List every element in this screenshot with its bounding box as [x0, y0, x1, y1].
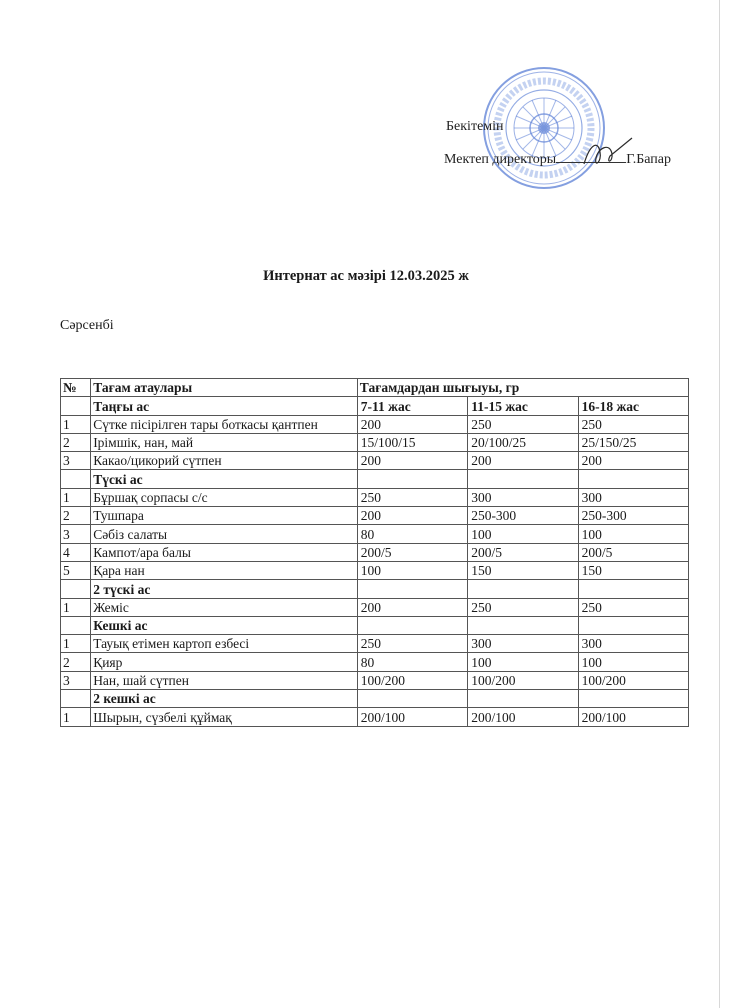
row-value-16-18	[578, 690, 688, 708]
menu-table	[60, 378, 689, 727]
header-dish-name: Тағам атаулары	[91, 379, 358, 397]
row-number	[61, 470, 91, 488]
table-header-row	[61, 379, 689, 397]
row-number: 2	[61, 507, 91, 525]
table-subheader-row	[61, 397, 689, 415]
row-number: 5	[61, 561, 91, 579]
row-dish-name: Қара нан	[91, 561, 358, 579]
row-number: 4	[61, 543, 91, 561]
table-row	[61, 616, 689, 634]
table-row	[61, 708, 689, 726]
row-value-7-11	[357, 616, 467, 634]
row-value-16-18: 250	[578, 598, 688, 616]
row-value-11-15: 100	[468, 525, 578, 543]
section-breakfast: Таңғы ас	[91, 397, 358, 415]
row-value-11-15: 250	[468, 415, 578, 433]
row-value-16-18	[578, 470, 688, 488]
row-value-16-18: 300	[578, 488, 688, 506]
approval-position: Мектеп директоры	[444, 152, 557, 167]
row-number: 1	[61, 488, 91, 506]
row-dish-name: Бұршақ сорпасы с/с	[91, 488, 358, 506]
row-number: 1	[61, 598, 91, 616]
table-row	[61, 415, 689, 433]
table-row	[61, 488, 689, 506]
signature-icon	[576, 134, 636, 174]
row-number: 1	[61, 415, 91, 433]
row-dish-name: Сүтке пісірілген тары боткасы қантпен	[91, 415, 358, 433]
row-value-11-15: 250	[468, 598, 578, 616]
row-value-7-11	[357, 580, 467, 598]
row-value-11-15: 200	[468, 452, 578, 470]
row-dish-name: Жеміс	[91, 598, 358, 616]
row-dish-name: Тауық етімен картоп езбесі	[91, 635, 358, 653]
row-number: 1	[61, 635, 91, 653]
row-value-11-15	[468, 470, 578, 488]
row-value-7-11: 15/100/15	[357, 433, 467, 451]
row-value-16-18: 200/100	[578, 708, 688, 726]
row-value-16-18: 25/150/25	[578, 433, 688, 451]
row-value-7-11: 100	[357, 561, 467, 579]
row-number: 3	[61, 525, 91, 543]
table-row	[61, 598, 689, 616]
row-value-7-11: 200/100	[357, 708, 467, 726]
row-value-7-11: 250	[357, 635, 467, 653]
row-dish-name: Кешкі ас	[91, 616, 358, 634]
row-value-16-18: 100/200	[578, 671, 688, 689]
row-value-16-18: 150	[578, 561, 688, 579]
row-dish-name: Тушпара	[91, 507, 358, 525]
table-row	[61, 690, 689, 708]
header-output: Тағамдардан шығыуы, гр	[357, 379, 688, 397]
row-dish-name: Түскі ас	[91, 470, 358, 488]
row-value-16-18: 250	[578, 415, 688, 433]
row-value-7-11: 200	[357, 415, 467, 433]
row-value-11-15: 300	[468, 488, 578, 506]
approval-name: Г.Бапар	[626, 152, 672, 167]
row-value-16-18	[578, 580, 688, 598]
row-dish-name: Какао/цикорий сүтпен	[91, 452, 358, 470]
row-dish-name: Шырын, сүзбелі құймақ	[91, 708, 358, 726]
subheader-empty	[61, 397, 91, 415]
row-number: 1	[61, 708, 91, 726]
row-value-7-11: 80	[357, 653, 467, 671]
row-value-16-18: 200	[578, 452, 688, 470]
row-value-16-18: 300	[578, 635, 688, 653]
header-number: №	[61, 379, 91, 397]
weekday-label: Сәрсенбі	[60, 318, 114, 333]
row-value-7-11: 200/5	[357, 543, 467, 561]
table-row	[61, 635, 689, 653]
table-row	[61, 543, 689, 561]
row-number: 3	[61, 671, 91, 689]
approval-line	[444, 150, 671, 168]
table-row	[61, 561, 689, 579]
table-row	[61, 525, 689, 543]
row-value-7-11	[357, 470, 467, 488]
row-number	[61, 580, 91, 598]
row-value-16-18: 100	[578, 653, 688, 671]
age-group-16-18: 16-18 жас	[578, 397, 688, 415]
row-value-11-15: 100	[468, 653, 578, 671]
row-value-7-11	[357, 690, 467, 708]
row-value-11-15: 300	[468, 635, 578, 653]
row-value-16-18: 250-300	[578, 507, 688, 525]
row-number	[61, 616, 91, 634]
approval-title: Бекітемін	[446, 119, 504, 134]
row-value-11-15: 20/100/25	[468, 433, 578, 451]
row-dish-name: Кампот/ара балы	[91, 543, 358, 561]
row-number: 2	[61, 433, 91, 451]
row-value-7-11: 200	[357, 452, 467, 470]
table-row	[61, 470, 689, 488]
age-group-11-15: 11-15 жас	[468, 397, 578, 415]
row-dish-name: Қияр	[91, 653, 358, 671]
row-value-11-15	[468, 580, 578, 598]
row-value-7-11: 80	[357, 525, 467, 543]
row-dish-name: 2 кешкі ас	[91, 690, 358, 708]
age-group-7-11: 7-11 жас	[357, 397, 467, 415]
row-value-16-18	[578, 616, 688, 634]
row-number	[61, 690, 91, 708]
row-dish-name: Ірімшік, нан, май	[91, 433, 358, 451]
row-value-11-15	[468, 690, 578, 708]
row-value-16-18: 100	[578, 525, 688, 543]
table-row	[61, 671, 689, 689]
row-dish-name: 2 түскі ас	[91, 580, 358, 598]
table-row	[61, 653, 689, 671]
table-row	[61, 452, 689, 470]
row-value-11-15: 200/100	[468, 708, 578, 726]
row-value-11-15: 150	[468, 561, 578, 579]
row-value-7-11: 200	[357, 598, 467, 616]
row-value-11-15: 100/200	[468, 671, 578, 689]
row-number: 2	[61, 653, 91, 671]
table-row	[61, 580, 689, 598]
row-number: 3	[61, 452, 91, 470]
row-value-7-11: 200	[357, 507, 467, 525]
row-value-7-11: 100/200	[357, 671, 467, 689]
row-value-11-15: 200/5	[468, 543, 578, 561]
row-value-11-15	[468, 616, 578, 634]
row-value-16-18: 200/5	[578, 543, 688, 561]
table-row	[61, 507, 689, 525]
document-title: Интернат ас мәзірі 12.03.2025 ж	[263, 268, 469, 284]
table-row	[61, 433, 689, 451]
page-edge	[719, 0, 720, 1008]
row-dish-name: Нан, шай сүтпен	[91, 671, 358, 689]
row-dish-name: Сәбіз салаты	[91, 525, 358, 543]
row-value-7-11: 250	[357, 488, 467, 506]
row-value-11-15: 250-300	[468, 507, 578, 525]
